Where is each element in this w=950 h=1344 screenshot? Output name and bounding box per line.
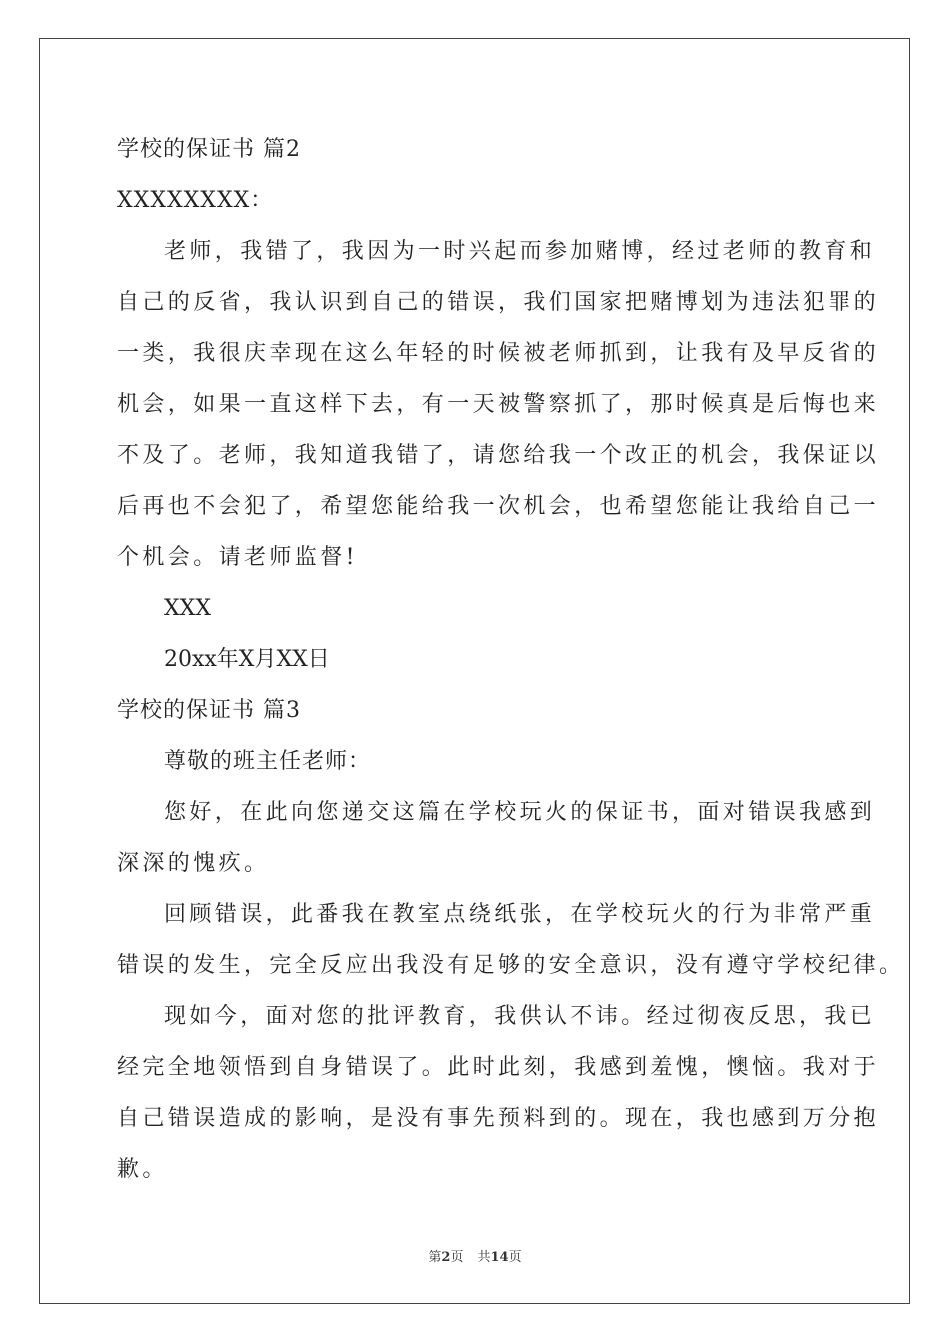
page-number-suffix: 页 <box>450 1250 464 1265</box>
paragraph-line: 不及了。老师，我知道我错了，请您给我一个改正的机会，我保证以 <box>117 443 880 468</box>
paragraph-line: 一类，我很庆幸现在这么年轻的时候被老师抓到，让我有及早反省的 <box>117 341 880 366</box>
paragraph-line: 后再也不会犯了，希望您能给我一次机会，也希望您能让我给自己一 <box>117 494 880 519</box>
page-number-prefix: 第 <box>428 1250 442 1265</box>
paragraph-line: 深深的愧疚。 <box>117 851 270 876</box>
section-title: 学校的保证书 篇3 <box>117 698 301 723</box>
salutation: 尊敬的班主任老师： <box>164 749 372 774</box>
page-number: 2 <box>441 1250 451 1265</box>
paragraph-line: 个机会。请老师监督! <box>117 545 358 570</box>
page-footer <box>0 1246 950 1265</box>
paragraph-line: 经完全地领悟到自身错误了。此时此刻，我感到羞愧，懊恼。我对于 <box>117 1055 880 1080</box>
paragraph-line: 回顾错误，此番我在教室点绕纸张，在学校玩火的行为非常严重 <box>164 902 876 927</box>
signature: XXX <box>164 596 211 621</box>
page-total-suffix: 页 <box>508 1250 522 1265</box>
page-total-prefix: 共 <box>477 1250 491 1265</box>
paragraph-line: 老师，我错了，我因为一时兴起而参加赌博，经过老师的教育和 <box>164 239 876 264</box>
paragraph-line: 歉。 <box>117 1157 168 1182</box>
paragraph-line: 错误的发生，完全反应出我没有足够的安全意识，没有遵守学校纪律。 <box>117 953 905 978</box>
paragraph-line: 机会，如果一直这样下去，有一天被警察抓了，那时候真是后悔也来 <box>117 392 880 417</box>
salutation: XXXXXXXX： <box>117 188 274 213</box>
paragraph-line: 您好，在此向您递交这篇在学校玩火的保证书，面对错误我感到 <box>164 800 876 825</box>
paragraph-line: 现如今，面对您的批评教育，我供认不讳。经过彻夜反思，我已 <box>164 1004 876 1029</box>
page-total: 14 <box>490 1250 509 1265</box>
paragraph-line: 自己的反省，我认识到自己的错误，我们国家把赌博划为违法犯罪的 <box>117 290 880 315</box>
section-title: 学校的保证书 篇2 <box>117 137 301 162</box>
document-body <box>117 124 905 1195</box>
date: 20xx年X月XX日 <box>164 647 330 672</box>
paragraph-line: 自己错误造成的影响，是没有事先预料到的。现在，我也感到万分抱 <box>117 1106 880 1131</box>
